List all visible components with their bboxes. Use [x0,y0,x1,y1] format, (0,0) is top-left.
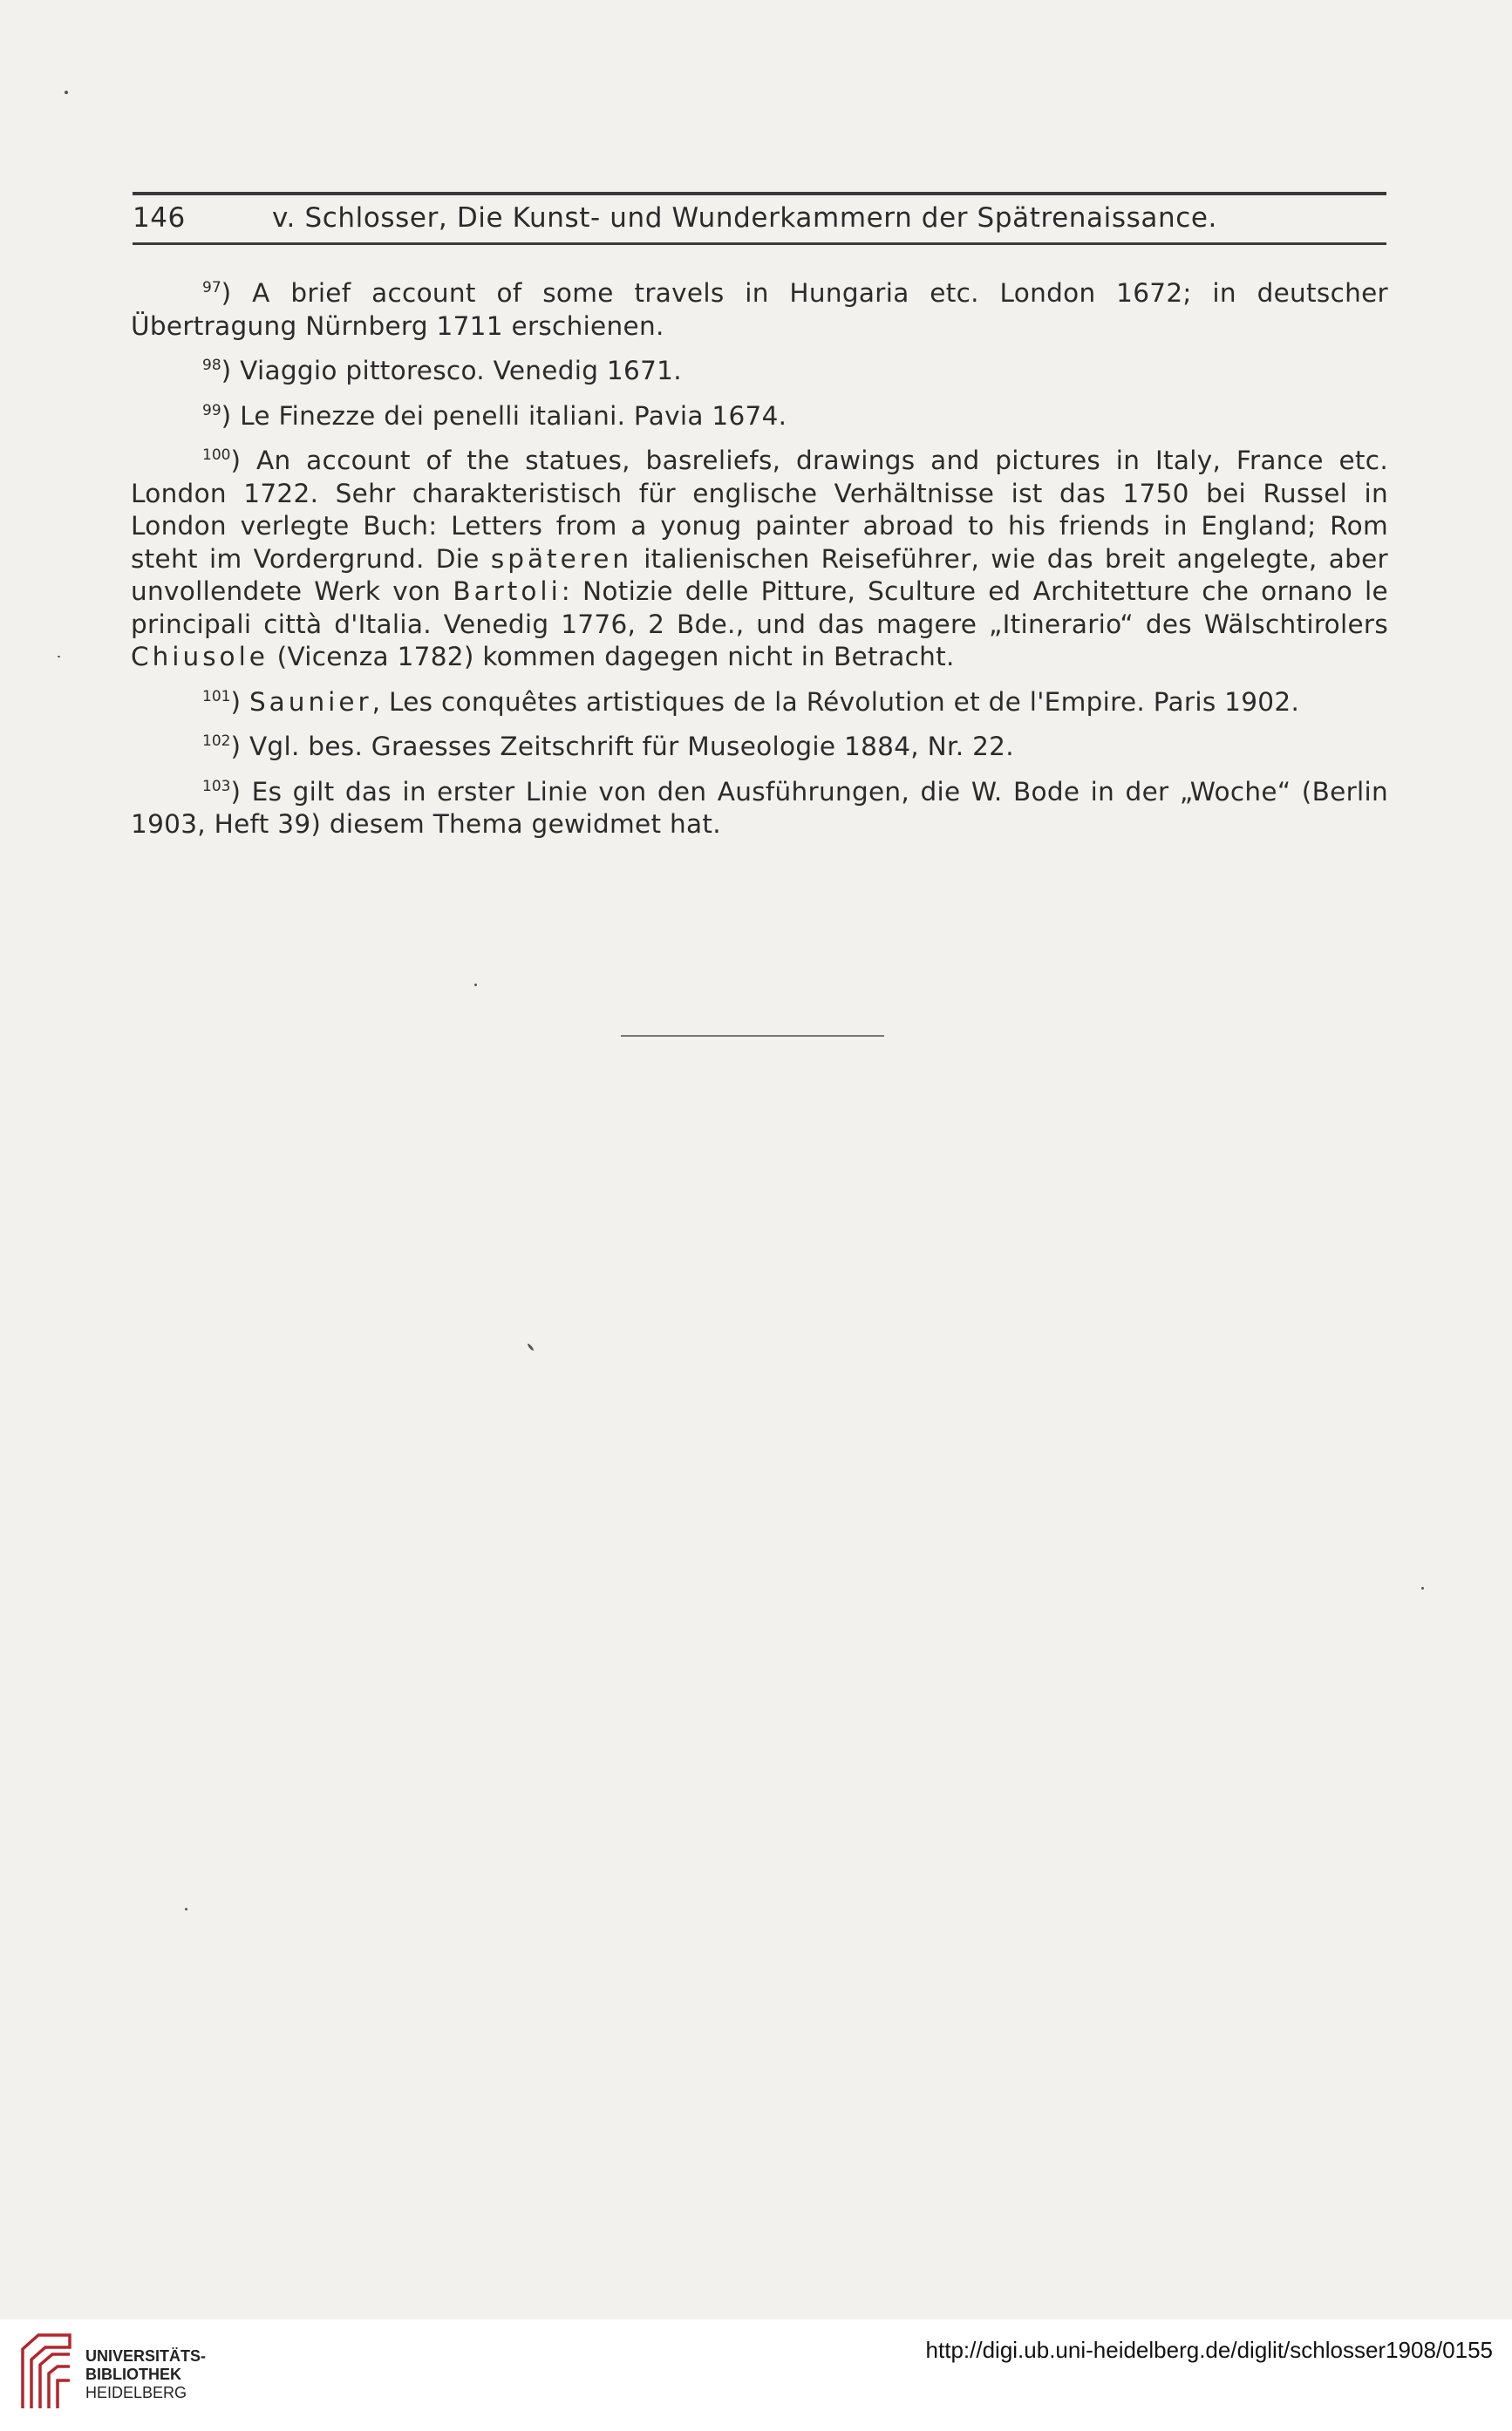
page-number: 146 [133,202,186,234]
source-url-link[interactable]: http://digi.ub.uni-heidelberg.de/diglit/schlosser1908/0155 [925,2337,1493,2363]
footnote-number: 99 [202,401,221,419]
section-end-rule [621,1035,884,1037]
footnote-marker-paren: ) [230,776,252,807]
footnote-marker-paren: ) [230,446,256,475]
footnote [131,439,1388,674]
footnote-emphasis: Saunier [249,686,372,717]
logo-line: HEIDELBERG [85,2384,187,2401]
footnote-number: 102 [202,732,231,750]
scan-speck [474,984,477,986]
footnote-text: Le Finezze dei penelli italiani. Pavia 1674. [240,400,787,431]
footnote-emphasis: Chiusole [131,642,269,671]
footnote [131,725,1388,764]
footnote-text: A brief account of some travels in Hungaria etc. London 1672; in deutscher Übertragung Nürnberg 1711 erschienen. [131,278,1388,341]
logo-line: BIBLIOTHEK [85,2366,181,2383]
library-logo-text [85,2347,206,2402]
page-header [133,194,1386,246]
footnote-text: , Les conquêtes artistiques de la Révolution et de l'Empire. Paris 1902. [371,686,1300,717]
footnote [131,771,1388,841]
footnote [131,681,1388,719]
footnote [131,395,1388,433]
footnote-text: Viaggio pittoresco. Venedig 1671. [240,356,682,385]
footnote [131,350,1388,388]
footnote-text: : Notizie delle Pitture, Sculture ed Architetture che ornano le principali città d'Italia. Venedig 1776, 2 Bde., und das magere „Itinerario“ des Wälschtirolers [131,576,1388,639]
footnote-text: An account of the statues, basreliefs, drawings and pictures in Italy, France etc. London 1722. Sehr charakteristisch für englische Verhältnisse ist das 1750 bei Russel in London verlegte Buch: Letters from a yonug painter abroad to his friends in England; Rom steht im Vordergrund. Die [131,446,1388,574]
footnote-marker-paren: ) [230,686,249,717]
footnote-marker-paren: ) [230,732,249,761]
footnote-number: 100 [202,446,231,464]
footnotes-section [131,272,1388,848]
footnote-number: 103 [202,777,231,795]
footnote-emphasis: Bartoli [453,576,562,606]
library-logo-icon [19,2330,73,2414]
scan-speck [65,91,68,94]
footnote [131,272,1388,343]
footnote-emphasis: späteren [490,543,633,574]
footnote-marker-paren: ) [221,400,241,431]
footnote-number: 98 [202,357,221,374]
footnote-marker-paren: ) [221,278,253,308]
header-rule-bottom [133,242,1386,245]
scan-speck [58,656,60,657]
logo-line: UNIVERSITÄTS- [85,2347,207,2365]
scan-speck [185,1908,187,1910]
running-head: v. Schlosser, Die Kunst- und Wunderkammern der Spätrenaissance. [272,202,1217,234]
footnote-text: (Vicenza 1782) kommen dagegen nicht in Betracht. [268,642,955,671]
footnote-number: 101 [202,687,231,705]
footnote-marker-paren: ) [221,356,241,385]
footnote-text: Vgl. bes. Graesses Zeitschrift für Museologie 1884, Nr. 22. [249,732,1014,761]
scan-speck [1421,1587,1424,1590]
footnote-text: italienischen Reiseführer, wie das breit angelegte, aber unvollendete Werk von [131,543,1388,606]
footnote-number: 97 [202,279,221,296]
footnote-text: Es gilt das in erster Linie von den Ausführungen, die W. Bode in der „Woche“ (Berlin 1903, Heft 39) diesem Thema gewidmet hat. [131,776,1388,839]
